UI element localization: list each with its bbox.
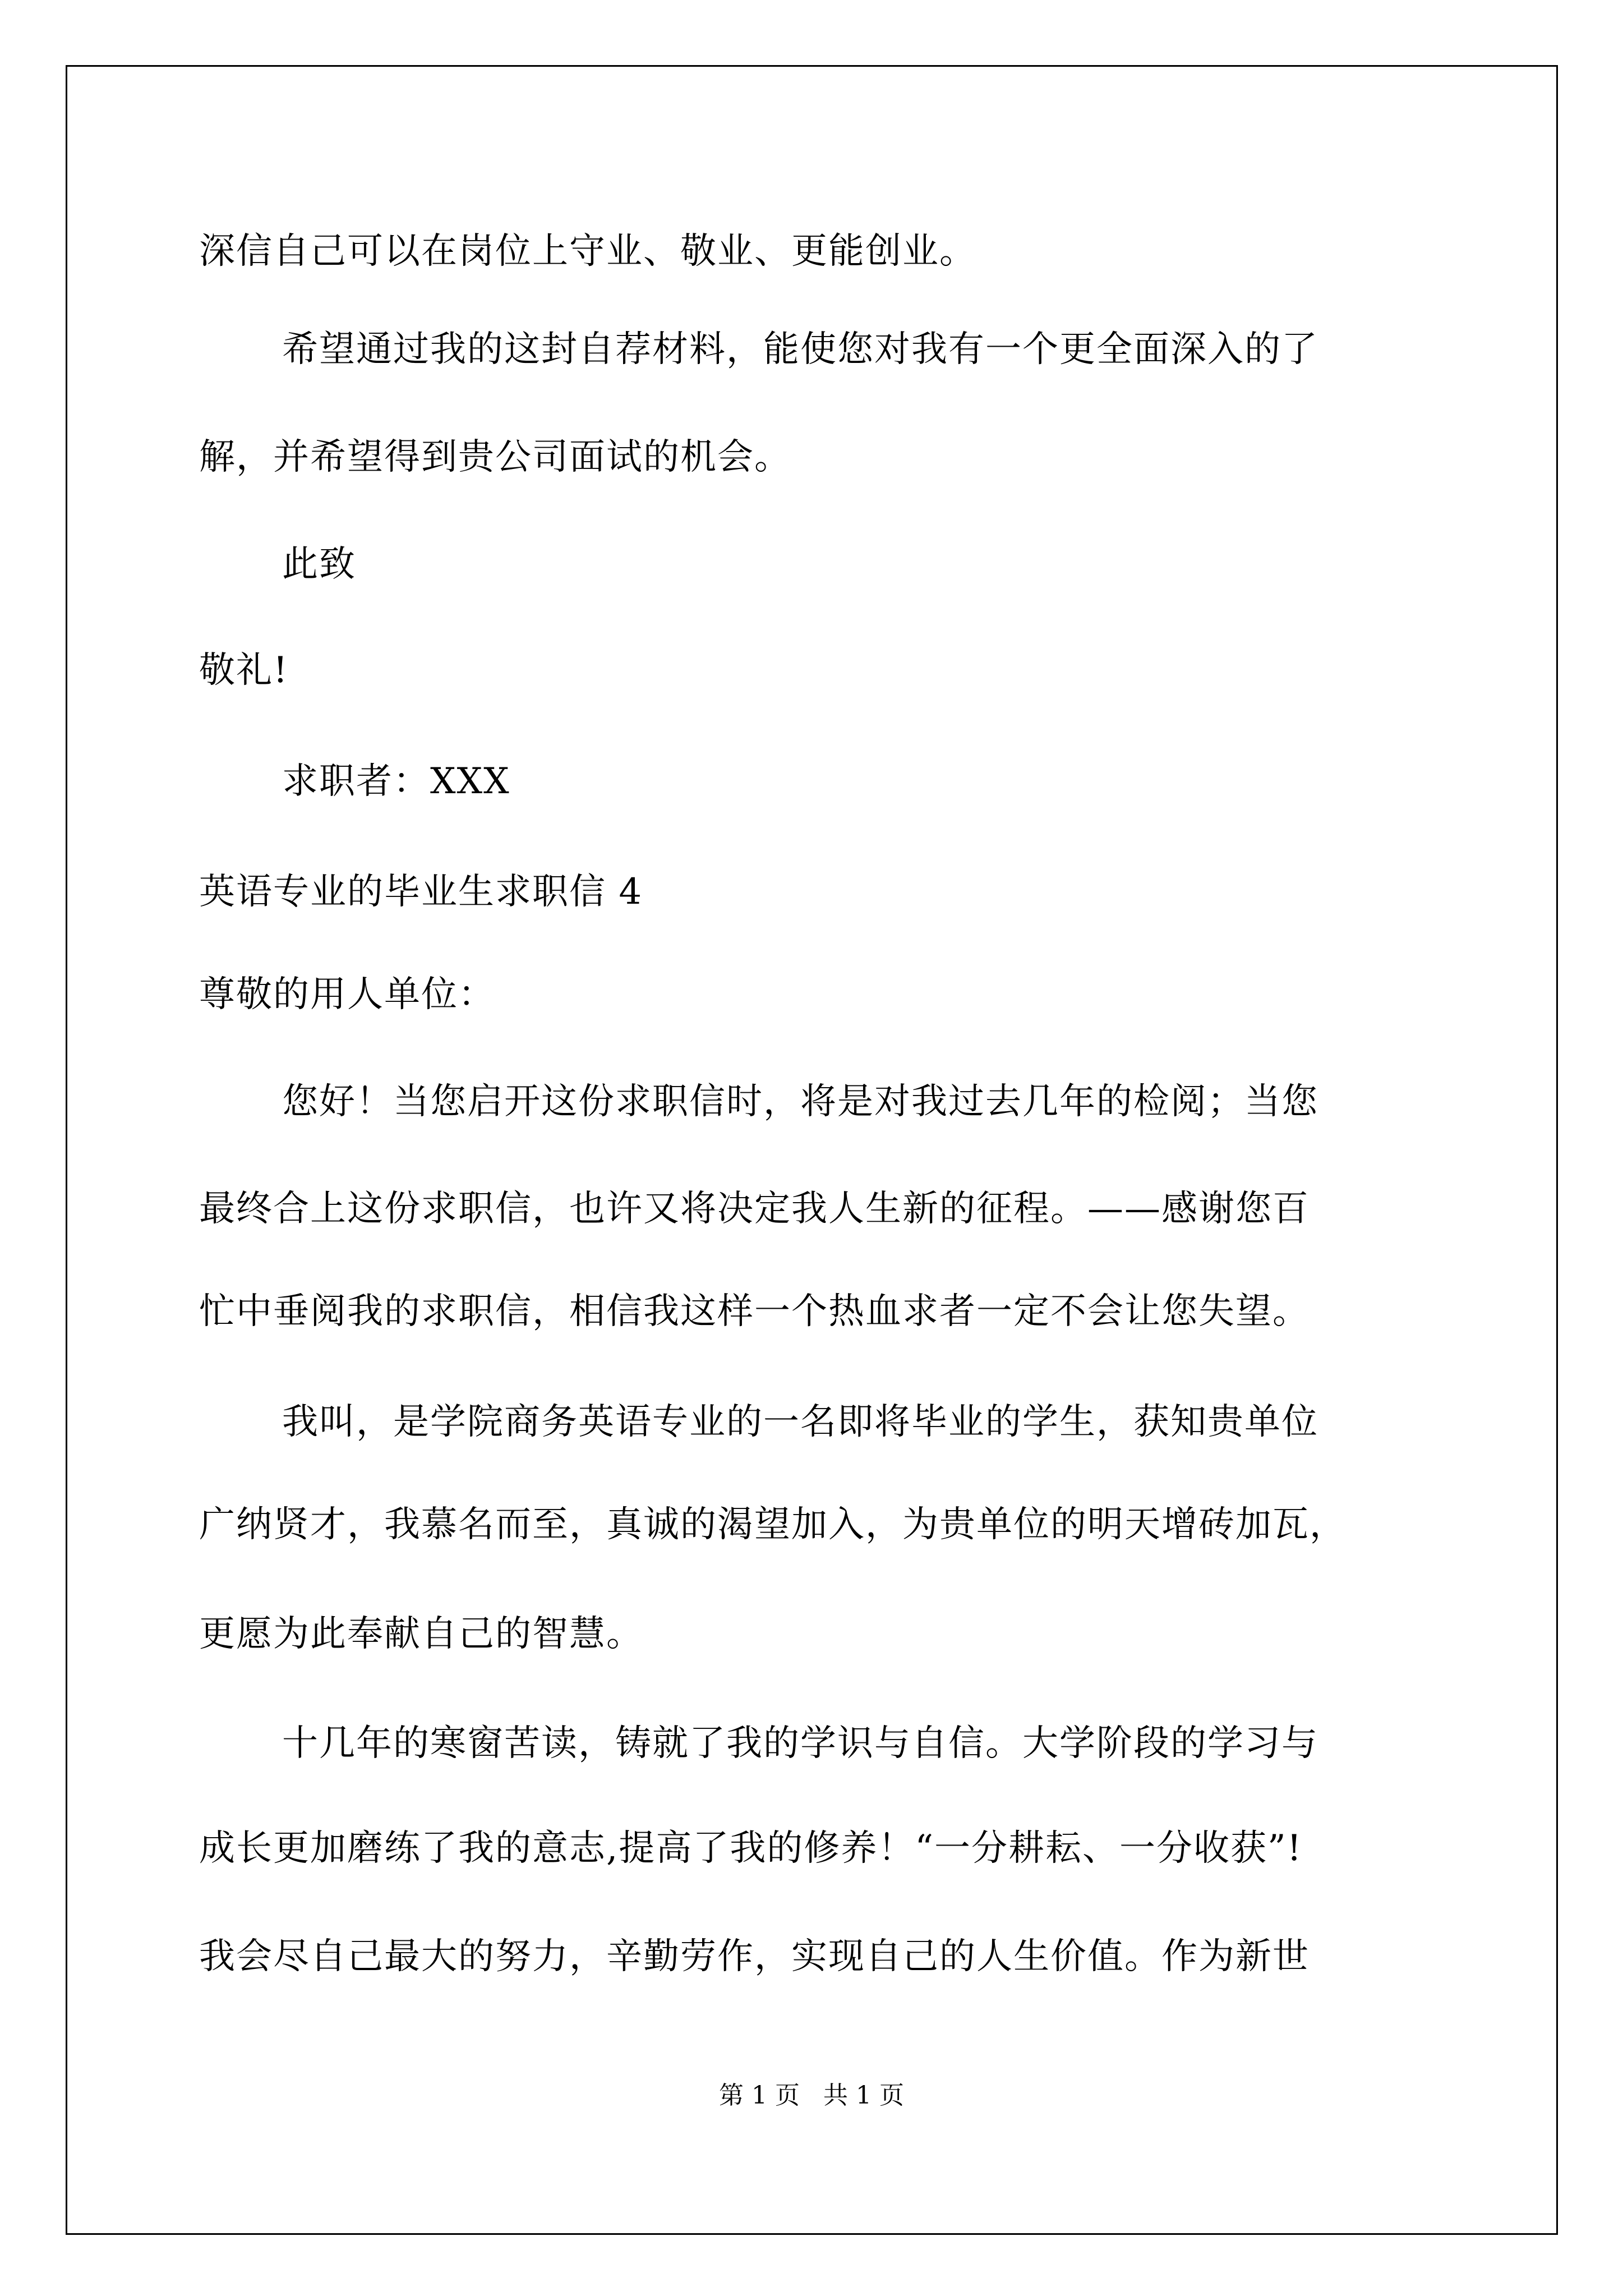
- text-line: 忙中垂阅我的求职信，相信我这样一个热血求者一定不会让您失望。: [199, 1291, 1310, 1332]
- greeting-line: 尊敬的用人单位：: [199, 974, 495, 1015]
- text-line: 更愿为此奉献自己的智慧。: [199, 1613, 643, 1655]
- text-line: 十几年的寒窗苦读，铸就了我的学识与自信。大学阶段的学习与: [282, 1723, 1318, 1764]
- page-border: [66, 65, 1558, 2235]
- closing-line: 敬礼!: [199, 650, 289, 691]
- text-line: 您好！当您启开这份求职信时，将是对我过去几年的检阅；当您: [282, 1081, 1318, 1122]
- text-line: 希望通过我的这封自荐材料，能使您对我有一个更全面深入的了: [282, 329, 1318, 370]
- text-line: 最终合上这份求职信，也许又将决定我人生新的征程。——感谢您百: [199, 1188, 1310, 1230]
- text-line: 深信自己可以在岗位上守业、敬业、更能创业。: [199, 231, 976, 272]
- text-line: 广纳贤才，我慕名而至，真诚的渴望加入，为贵单位的明天增砖加瓦，: [199, 1504, 1347, 1545]
- signature-line: 求职者：XXX: [282, 761, 510, 802]
- text-line: 成长更加磨练了我的意志,提高了我的修养！“一分耕耘、一分收获”!: [199, 1828, 1303, 1869]
- text-line: 解，并希望得到贵公司面试的机会。: [199, 436, 791, 478]
- page-footer: 第 1 页 共 1 页: [719, 2081, 904, 2110]
- text-line: 我叫，是学院商务英语专业的一名即将毕业的学生，获知贵单位: [282, 1401, 1318, 1443]
- text-line: 我会尽自己最大的努力，辛勤劳作，实现自己的人生价值。作为新世: [199, 1936, 1310, 1977]
- section-title: 英语专业的毕业生求职信 4: [199, 871, 643, 913]
- salutation-line: 此致: [282, 544, 356, 585]
